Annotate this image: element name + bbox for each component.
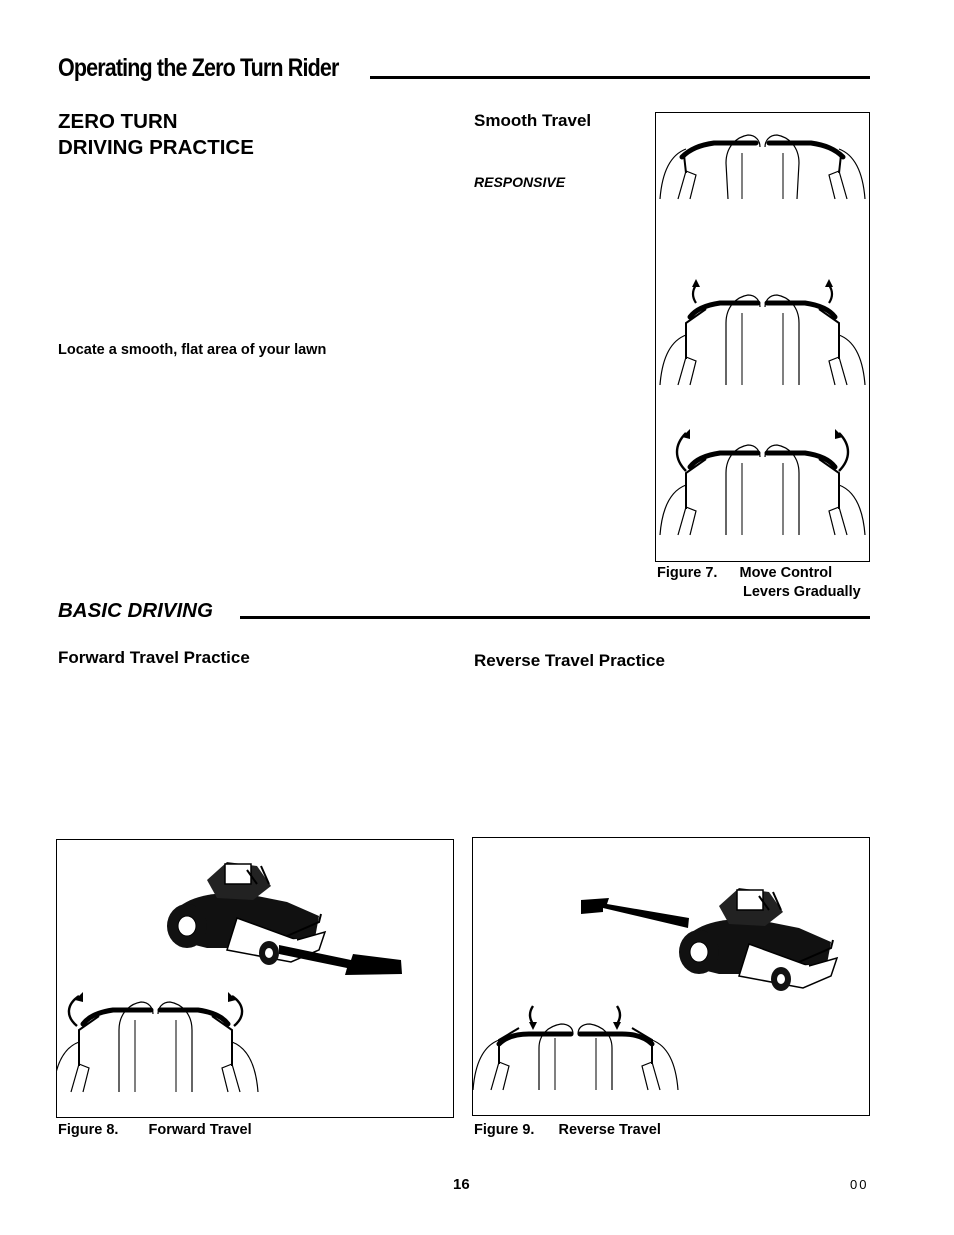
- mower-forward-drawing: [167, 862, 325, 965]
- basic-driving-rule: [240, 616, 870, 619]
- basic-driving-heading: BASIC DRIVING: [58, 599, 213, 622]
- section-heading-line1: ZERO TURN: [58, 110, 178, 133]
- forward-travel-heading: Forward Travel Practice: [58, 648, 250, 667]
- responsive-label: RESPONSIVE: [474, 174, 566, 190]
- document-code: 00: [850, 1177, 869, 1192]
- figure-8-caption: [58, 1122, 252, 1138]
- levers-forward-drawing: [57, 992, 258, 1092]
- figure-8-svg: [57, 840, 453, 1117]
- figure-9-label: Figure 9.: [474, 1122, 535, 1138]
- figure-7-caption: [657, 565, 832, 581]
- reverse-arrow: [581, 898, 689, 928]
- figure-8-label: Figure 8.: [58, 1122, 119, 1138]
- levers-gradual-drawing: [660, 429, 865, 535]
- figure-9-illustration: [472, 837, 870, 1116]
- figure-8-caption-text: Forward Travel: [148, 1122, 252, 1138]
- levers-reverse-drawing: [473, 1006, 678, 1090]
- section-heading: [58, 109, 254, 161]
- reverse-travel-heading: Reverse Travel Practice: [474, 651, 665, 670]
- figure-9-caption: [474, 1122, 661, 1138]
- mower-reverse-drawing: [679, 888, 837, 991]
- levers-neutral-drawing: [660, 135, 865, 199]
- figure-7-label: Figure 7.: [657, 565, 718, 581]
- levers-slight-drawing: [660, 279, 865, 385]
- section-heading-line2: DRIVING PRACTICE: [58, 136, 254, 159]
- figure-7-svg: [656, 113, 869, 561]
- figure-9-svg: [473, 838, 869, 1115]
- smooth-travel-heading: Smooth Travel: [474, 111, 592, 130]
- figure-9-caption-text: Reverse Travel: [558, 1122, 661, 1138]
- title-rule: [370, 76, 870, 79]
- figure-7-caption-line1: Move Control: [739, 565, 833, 581]
- page-title: Operating the Zero Turn Rider: [58, 54, 339, 82]
- locate-text: Locate a smooth, flat area of your lawn: [58, 342, 327, 358]
- page-number: 16: [453, 1176, 470, 1193]
- figure-7-caption-line2: Levers Gradually: [743, 584, 861, 600]
- figure-8-illustration: [56, 839, 454, 1118]
- figure-7-illustration: [655, 112, 870, 562]
